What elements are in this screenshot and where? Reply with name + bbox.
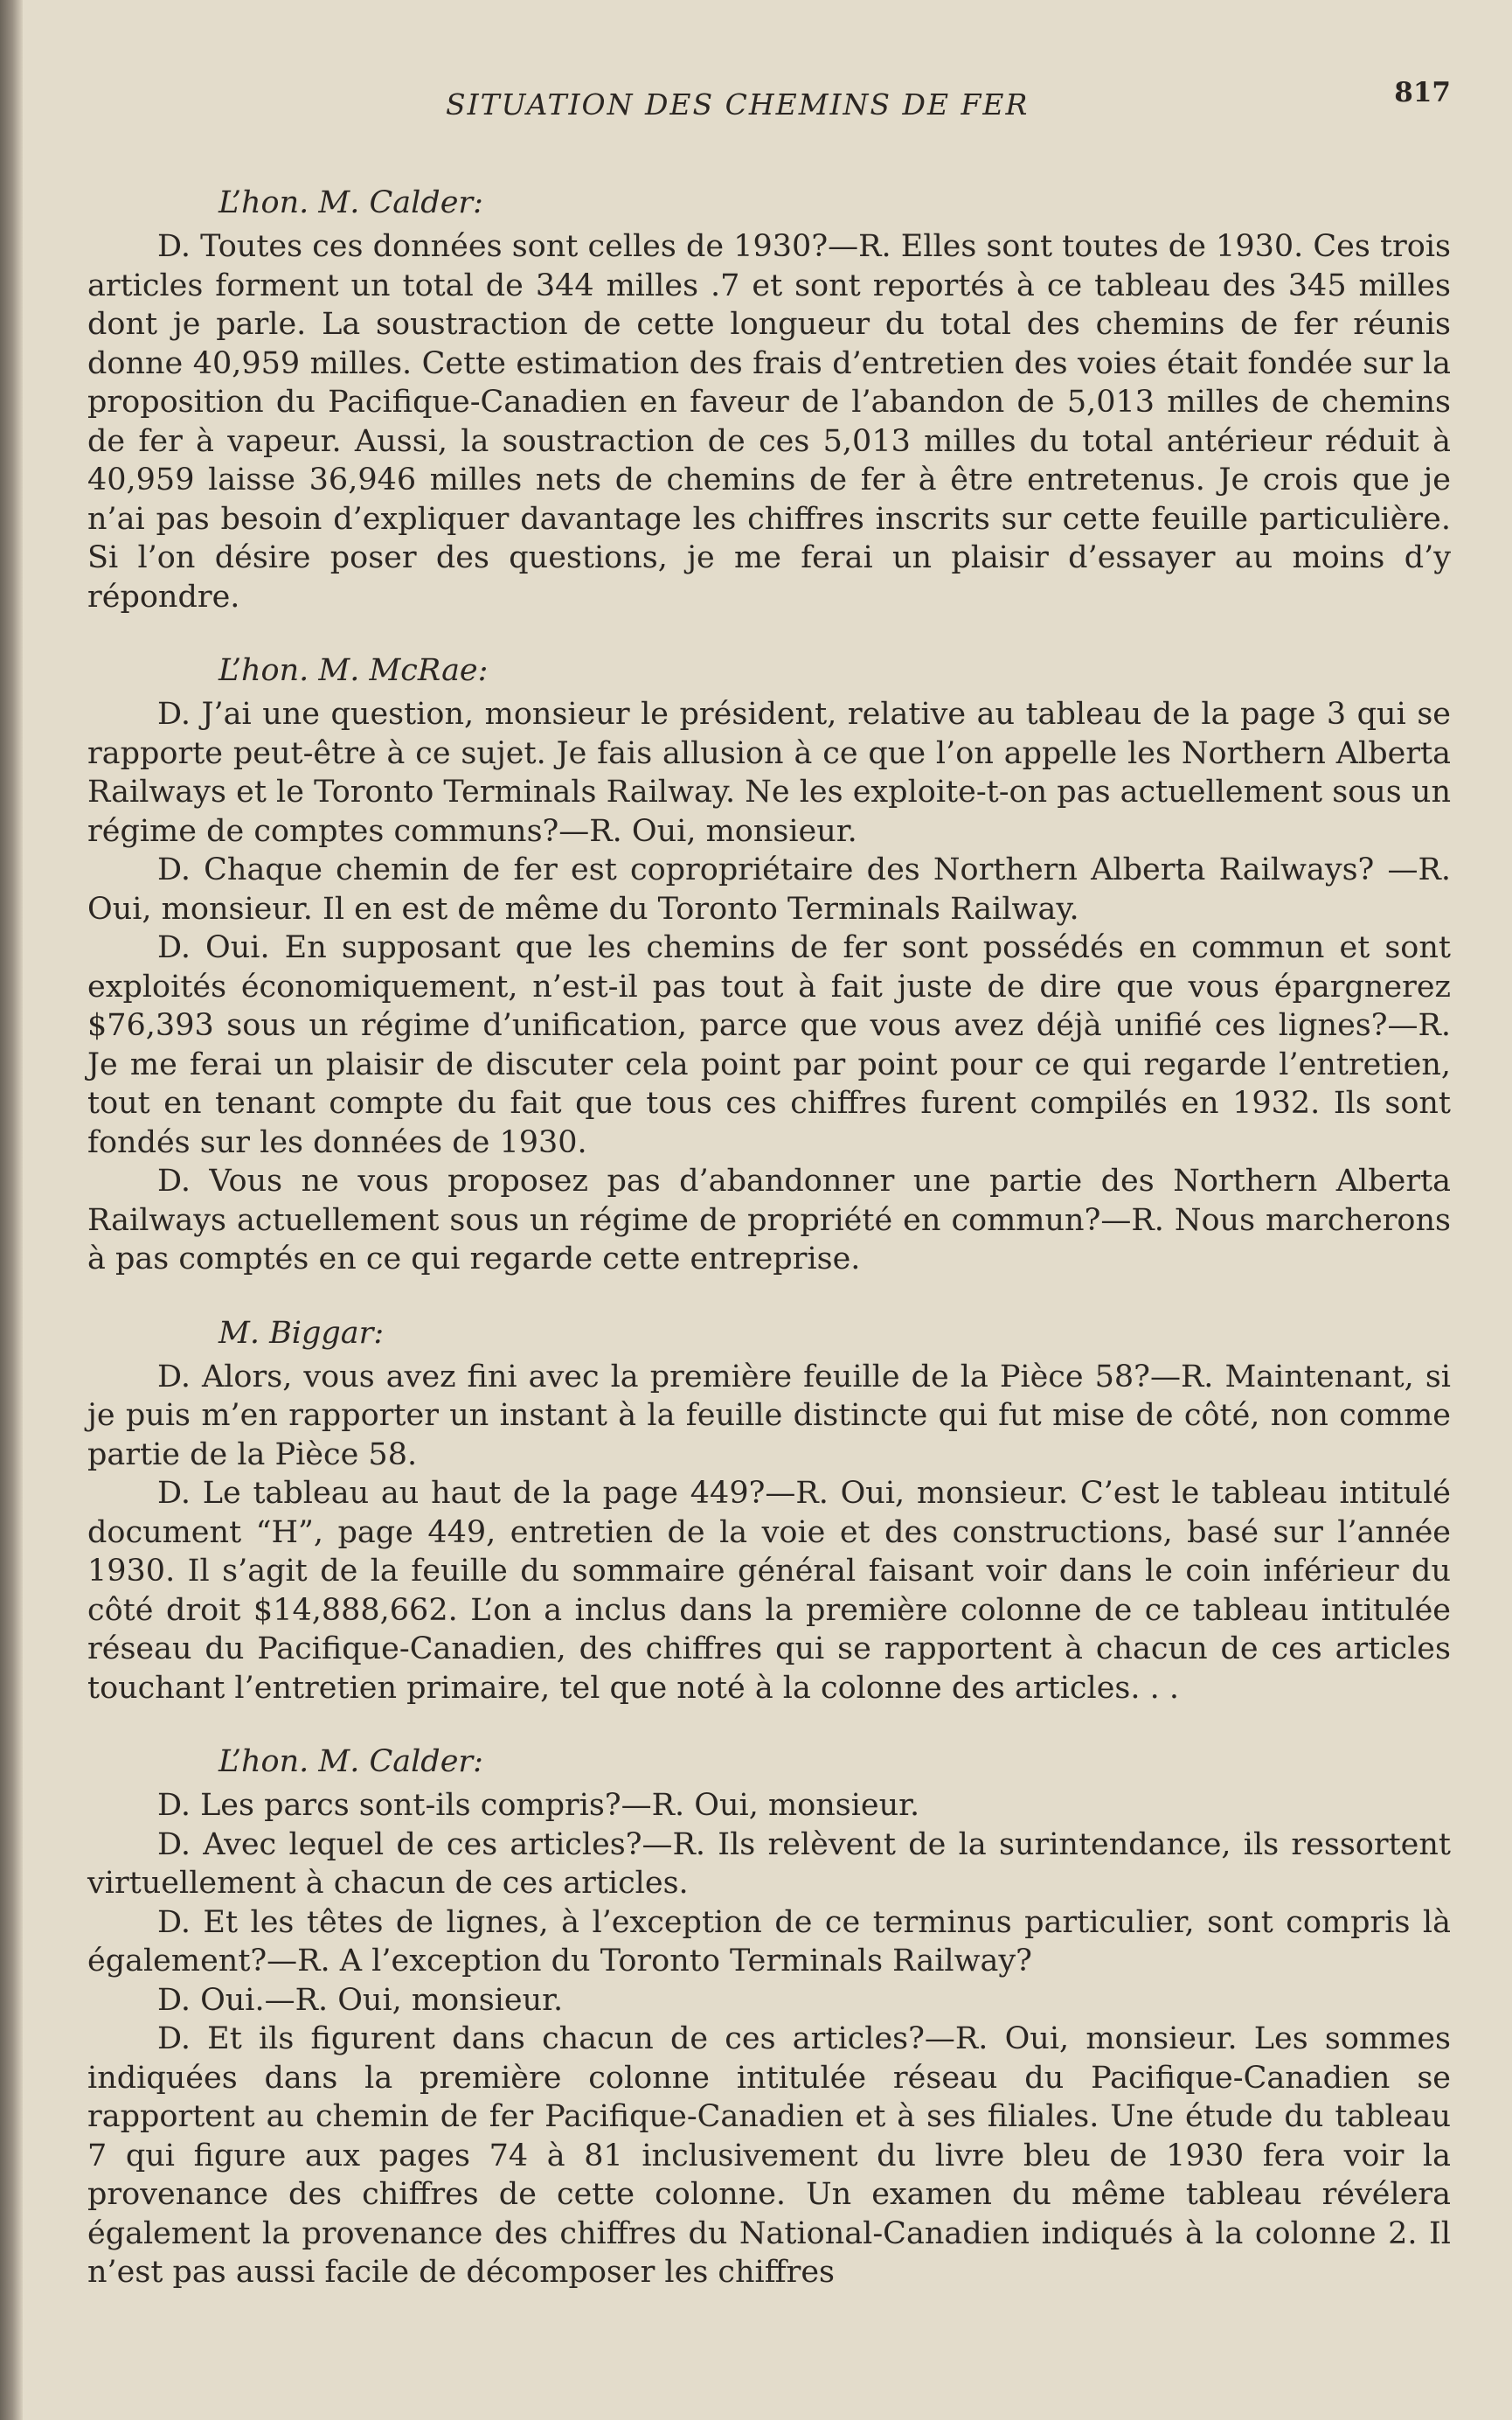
paragraph: D. Toutes ces données sont celles de 1930?—R. Elles sont toutes de 1930. Ces trois articles forment un total de 344 milles .7 et sont reportés à ce tableau des 345 milles dont je parle. La soustraction de cette longueur du total des chemins de fer réunis donne 40,959 milles. Cette estimation des frais d’entretien des voies était fondée sur la proposition du Pacifique-Canadien en faveur de l’abandon de 5,013 milles de chemins de fer à vapeur. Aussi, la soustraction de ces 5,013 milles du total antérieur réduit à 40,959 laisse 36,946 milles nets de chemins de fer à être entretenus. Je crois que je n’ai pas besoin d’expliquer davantage les chiffres inscrits sur cette feuille particulière. Si l’on désire poser des questions, je me ferai un plaisir d’essayer au moins d’y répondre. — [87, 229, 1451, 615]
paragraph: D. Et les têtes de lignes, à l’exception de ce terminus particulier, sont compris là également?—R. A l’exception du Toronto Terminals Railway? — [87, 1904, 1451, 1978]
page-binding-edge — [0, 0, 23, 2420]
paragraph: D. Vous ne vous proposez pas d’abandonner une partie des Northern Alberta Railways actuellement sous un régime de propriété en commun?—R. Nous marcherons à pas comptés en ce qui regarde cette entreprise. — [87, 1164, 1451, 1276]
speaker-label: L’hon. M. Calder: — [218, 1744, 483, 1779]
paragraph: D. Et ils figurent dans chacun de ces articles?—R. Oui, monsieur. Les sommes indiquées dans la première colonne intitulée réseau du Pacifique-Canadien se rapportent au chemin de fer Pacifique-Canadien et à ses filiales. Une étude du tableau 7 qui figure aux pages 74 à 81 inclusivement du livre bleu de 1930 fera voir la provenance des chiffres de cette colonne. Un examen du même tableau révélera également la provenance des chiffres du National-Canadien indiqués à la colonne 2. Il n’est pas aussi facile de décomposer les chiffres — [87, 2021, 1451, 2290]
paragraph: D. Oui.—R. Oui, monsieur. — [157, 1982, 564, 2018]
paragraph: D. Les parcs sont-ils compris?—R. Oui, monsieur. — [157, 1788, 920, 1823]
speaker-label: L’hon. M. Calder: — [218, 185, 483, 220]
section-calder-2 — [87, 1742, 1451, 2292]
running-head: SITUATION DES CHEMINS DE FER — [446, 87, 1030, 122]
speaker-label: L’hon. M. McRae: — [218, 653, 489, 688]
section-calder-1 — [87, 184, 1451, 616]
speaker-label: M. Biggar: — [218, 1315, 385, 1351]
page-header — [87, 70, 1451, 149]
paragraph: D. Alors, vous avez fini avec la première feuille de la Pièce 58?—R. Maintenant, si je puis m’en rapporter un instant à la feuille distincte qui fut mise de côté, non comme partie de la Pièce 58. — [87, 1359, 1451, 1472]
paragraph: D. Le tableau au haut de la page 449?—R. Oui, monsieur. C’est le tableau intitulé document “H”, page 449, entretien de la voie et des constructions, basé sur l’année 1930. Il s’agit de la feuille du sommaire général faisant voir dans le coin inférieur du côté droit $14,888,662. L’on a inclus dans la première colonne de ce tableau intitulée réseau du Pacifique-Canadien, des chiffres qui se rapportent à chacun de ces articles touchant l’entretien primaire, tel que noté à la colonne des articles. . . — [87, 1476, 1451, 1706]
paragraph: D. Avec lequel de ces articles?—R. Ils relèvent de la surintendance, ils ressortent virtuellement à chacun de ces articles. — [87, 1826, 1451, 1901]
section-biggar — [87, 1314, 1451, 1708]
paragraph: D. J’ai une question, monsieur le président, relative au tableau de la page 3 qui se rapporte peut-être à ce sujet. Je fais allusion à ce que l’on appelle les Northern Alberta Railways et le Toronto Terminals Railway. Ne les exploite-t-on pas actuellement sous un régime de comptes communs?—R. Oui, monsieur. — [87, 697, 1451, 849]
paragraph: D. Chaque chemin de fer est copropriétaire des Northern Alberta Railways? —R. Oui, monsieur. Il en est de même du Toronto Terminals Railway. — [87, 852, 1451, 927]
page-number: 817 — [1394, 77, 1451, 108]
section-mcrae — [87, 651, 1451, 1279]
document-page — [87, 70, 1451, 2378]
paragraph: D. Oui. En supposant que les chemins de fer sont possédés en commun et sont exploités économiquement, n’est-il pas tout à fait juste de dire que vous épargnerez $76,393 sous un régime d’unification, parce que vous avez déjà unifié ces lignes?—R. Je me ferai un plaisir de discuter cela point par point pour ce qui regarde l’entretien, tout en tenant compte du fait que tous ces chiffres furent compilés en 1932. Ils sont fondés sur les données de 1930. — [87, 930, 1451, 1160]
